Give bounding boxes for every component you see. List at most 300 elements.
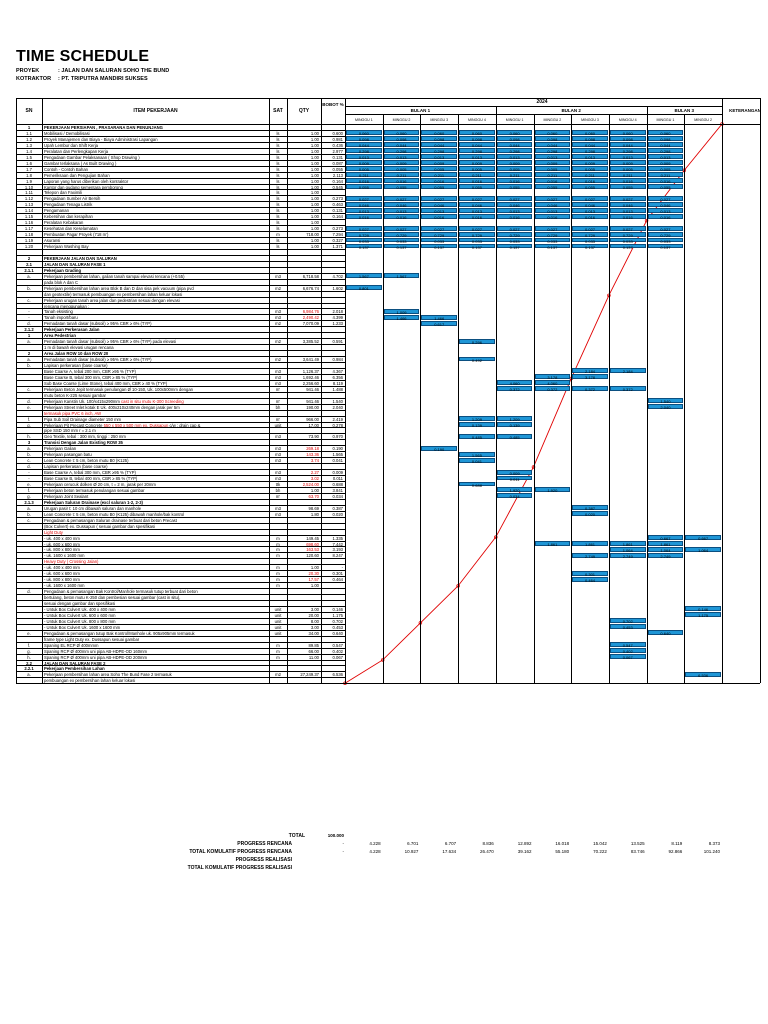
gantt-bar: 0.016	[648, 214, 684, 219]
row-sn: b.	[27, 452, 31, 458]
gantt-bar: 0.098	[421, 136, 457, 141]
row-qty: 1.00	[310, 172, 319, 178]
row-qty: 6,676.74	[302, 285, 319, 291]
row-sat: m3	[275, 374, 281, 380]
row-item: Peralatan Kebakaran	[44, 220, 84, 226]
col-bobot-header: BOBOT %	[322, 102, 344, 107]
row-qty: 17.57	[308, 577, 319, 583]
row-bobot: 0.011	[332, 476, 343, 482]
gantt-bar: 0.009	[384, 160, 420, 165]
row-qty: 27,249.37	[300, 672, 319, 678]
gantt-bar: 2.749	[610, 553, 646, 558]
gantt-bar: 0.211	[572, 172, 608, 177]
row-qty: 1.00	[310, 220, 319, 226]
row-sn: b.	[27, 363, 31, 368]
row-item: Pekerjaan Beton Jepit termasuk penulangan Ø 10-150, Uk. 100x500mm dengan	[44, 386, 193, 392]
row-qty: 1,692.46	[302, 374, 319, 380]
row-bobot: 0.981	[332, 136, 343, 142]
komulatif-realisasi-label: TOTAL KOMULATIF PROGRESS REALISASI	[187, 865, 292, 871]
komulatif-rencana-value: 83.746	[630, 849, 645, 854]
row-sat: m3	[275, 505, 281, 511]
row-item: Pekerjaan Perkerasan Jalan	[44, 327, 100, 333]
gantt-bar: 0.016	[384, 214, 420, 219]
row-qty: 1.00	[310, 565, 319, 571]
row-qty: 1.00	[310, 130, 319, 136]
gantt-bar: 0.016	[572, 178, 608, 183]
gantt-bar: 0.688	[459, 482, 495, 487]
row-bobot: 2.113	[332, 172, 343, 178]
total-label: TOTAL	[288, 833, 305, 839]
progress-rencana-value: 15.042	[593, 841, 607, 846]
grid-line	[345, 106, 722, 107]
row-item: Pekerjaan Washing Bay	[44, 244, 89, 249]
gantt-bar: 0.013	[572, 208, 608, 213]
row-sn: 2	[27, 255, 31, 261]
row-bobot: 1.602	[332, 285, 343, 291]
row-sn: 1.16	[24, 220, 34, 226]
row-sat: m3	[275, 446, 281, 452]
gantt-bar: 0.016	[497, 214, 533, 219]
gantt-bar: 0.387	[572, 505, 608, 510]
bulan-header: BULAN 1	[410, 108, 431, 113]
page-title: TIME SCHEDULE	[16, 48, 150, 65]
gantt-bar: 0.055	[421, 184, 457, 189]
row-bobot: 0.067	[332, 654, 343, 660]
row-bobot: 0.164	[332, 178, 343, 184]
row-bobot: 0.463	[332, 202, 343, 208]
row-qty: 3,641.49	[302, 357, 319, 363]
row-item: pipe SSD 150 mm r = 2.1 m	[44, 428, 96, 434]
row-qty: 34.00	[308, 630, 319, 636]
gantt-bar: 1.209	[459, 416, 495, 421]
gantt-bar: 0.027	[497, 196, 533, 201]
row-sn: 1.1	[26, 130, 32, 136]
row-qty: 1.00	[310, 583, 319, 589]
row-sn: 1.17	[24, 226, 34, 232]
row-bobot: 0.278	[332, 422, 343, 428]
row-sn: -	[28, 470, 30, 476]
gantt-bar: 0.137	[610, 244, 646, 249]
minggu-header: MINGGU 3	[581, 118, 599, 122]
grid-line	[287, 98, 288, 683]
row-item: - Untuk Box Culvert Uk. 1600 x 1600 mm	[44, 624, 121, 630]
row-item: Pemadatan tanah dasar (subsoil) ≥ 95% CBR ≥ 6% (TYP) pada elevasi	[44, 339, 177, 345]
row-sn: b.	[27, 511, 31, 517]
row-item: PEKERJAAN PERSIAPAN , PRASARANA DAN PENUNJANG	[44, 125, 163, 130]
row-bobot: 2.040	[332, 404, 343, 410]
row-sn: d.	[27, 589, 31, 595]
row-sn: f.	[27, 416, 31, 422]
row-sat: m'	[275, 416, 281, 422]
gantt-bar: 1.920	[535, 487, 571, 492]
row-sat: m3	[275, 315, 281, 321]
row-item: Spaning RCP Ø 400mm uni pipa AB-HDPE-OD 200mm	[44, 654, 148, 660]
gantt-bar: 0.016	[535, 214, 571, 219]
gantt-bar: 1.064	[610, 547, 646, 552]
row-bobot: 4.367	[332, 368, 343, 374]
row-item: Base Coarse A, tebal 300 mm, CBR ≥95 % (TYP)	[44, 470, 136, 476]
row-item: - uk. 600 x 600 mm	[44, 541, 80, 547]
gantt-bar: 0.464	[572, 577, 608, 582]
gantt-bar: 0.729	[421, 232, 457, 237]
minggu-header: MINGGU 1	[354, 118, 373, 122]
row-item: Laporan yang harus diberikan oleh kontraktor	[44, 178, 129, 184]
gantt-bar: 0.211	[346, 172, 382, 177]
row-item: Tanah eksisting	[44, 309, 73, 315]
row-item: Pekerjaan Galian	[44, 446, 77, 452]
gantt-bar: 0.137	[459, 244, 495, 249]
summary-table	[16, 832, 760, 878]
col-item-header: ITEM PEKERJAAN	[133, 108, 178, 114]
gantt-bar: 0.211	[648, 172, 684, 177]
gantt-bar: 0.211	[535, 172, 571, 177]
gantt-bar: 0.033	[610, 238, 646, 243]
gantt-bar: 0.055	[346, 184, 382, 189]
gantt-bar: 0.027	[459, 226, 495, 231]
gantt-bar: 0.005	[346, 166, 382, 171]
row-item: Spaning EL RCP Ø 400mmm	[44, 642, 99, 648]
gantt-bar: 0.027	[535, 226, 571, 231]
row-item: sesuai dengan gambar dan spesifikasi	[44, 601, 116, 606]
gantt-bar: 0.005	[384, 166, 420, 171]
row-sn: -	[28, 315, 30, 321]
minggu-header: MINGGU 2	[694, 118, 713, 122]
gantt-bar: 0.046	[421, 202, 457, 207]
gantt-bar: 0.139	[459, 422, 495, 427]
row-bobot: 7.442	[332, 541, 343, 547]
row-item-red: Heavy Duty ( Crossing Jalan)	[44, 559, 99, 565]
row-qty: 66.00	[308, 648, 319, 654]
gantt-bar: 0.027	[648, 226, 684, 231]
gantt-bar: 0.016	[610, 178, 646, 183]
row-sat: bh	[275, 404, 281, 410]
row-sn: c.	[27, 458, 31, 464]
row-bobot: 0.009	[332, 470, 343, 476]
row-qty: 20.30	[308, 571, 319, 577]
row-sn: g.	[27, 422, 31, 428]
gantt-bar: 0.729	[459, 232, 495, 237]
gantt-bar: 0.098	[459, 136, 495, 141]
gantt-bar: 0.137	[421, 244, 457, 249]
gantt-bar: 0.801	[346, 285, 382, 290]
row-item: Pekerjaan cerucuk dolken Ø 20 cm, t = 2 m, jarak per 20mm	[44, 482, 156, 487]
contractor-line	[16, 76, 148, 82]
row-sn: 1.15	[24, 214, 34, 220]
gantt-bar: 0.098	[572, 136, 608, 141]
gantt-bar: 0.298	[648, 148, 684, 153]
row-sat: m	[276, 654, 280, 660]
row-sat: m3	[275, 368, 281, 374]
row-item: Pemadatan tanah dasar (subsoil) ≥ 95% CBR ≥ 6% (TYP)	[44, 357, 152, 363]
total-value: 100.000	[327, 833, 344, 838]
row-item: - uk. 800 x 800 mm	[44, 547, 80, 553]
row-bobot: 0.436	[332, 142, 343, 148]
col-qty-header: QTY	[298, 108, 310, 114]
row-sat: m	[276, 642, 280, 648]
row-bobot: 1.565	[332, 452, 343, 458]
gantt-bar: 2.184	[610, 368, 646, 373]
gantt-bar: 0.485	[497, 434, 533, 439]
col-sn-header: SN	[25, 108, 33, 114]
row-qty: 1.00	[310, 148, 319, 154]
gantt-bar: 0.060	[535, 130, 571, 135]
row-item: Pemeriksaan dan Pengujian Bahan	[44, 172, 110, 178]
row-sn: 1.3	[26, 142, 32, 148]
row-item: Pekerjaan Pembersihan Lahan	[44, 666, 105, 672]
row-bobot: 1.488	[332, 386, 343, 392]
row-item: pembuangan ex pembersihan lahan keluar lokasi	[44, 678, 136, 684]
row-qty: 1.00	[310, 166, 319, 172]
gantt-bar: 0.016	[421, 178, 457, 183]
gantt-bar: 0.009	[648, 160, 684, 165]
grid-line	[722, 98, 723, 683]
row-qty: 1.00	[310, 142, 319, 148]
grid-line	[321, 98, 322, 683]
dash: -	[342, 841, 344, 846]
row-sn: 1.13	[24, 202, 34, 208]
row-sn: 1.19	[24, 238, 34, 244]
progress-rencana-value: 6.701	[407, 841, 419, 846]
gantt-bar: 0.640	[648, 630, 684, 635]
gantt-bar: 0.298	[535, 148, 571, 153]
gantt-bar: 0.016	[346, 214, 382, 219]
row-sat: m3	[275, 273, 281, 279]
gantt-bar: 0.372	[572, 386, 608, 391]
grid-line	[345, 114, 722, 115]
row-sn: 2	[27, 351, 31, 357]
gantt-bar: 0.046	[648, 202, 684, 207]
gantt-bar: 0.298	[384, 148, 420, 153]
row-sat: bh	[275, 487, 281, 493]
row-bobot: 0.087	[332, 160, 343, 166]
row-sn: a.	[27, 357, 31, 363]
row-bobot: 0.600	[332, 130, 343, 136]
komulatif-realisasi-row	[16, 864, 760, 872]
row-qty: 3.00	[310, 624, 319, 630]
gantt-bar: 0.013	[535, 208, 571, 213]
row-sat: m	[276, 232, 280, 238]
gantt-bar: 0.016	[535, 178, 571, 183]
row-sat: m	[276, 547, 280, 553]
gantt-bar: 0.046	[497, 202, 533, 207]
gantt-bar: 0.060	[421, 130, 457, 135]
gantt-bar: 0.027	[610, 196, 646, 201]
gantt-bar: 0.016	[384, 178, 420, 183]
progress-rencana-value: 6.707	[444, 841, 457, 846]
progress-rencana-row	[16, 840, 760, 848]
gantt-bar: 0.009	[497, 160, 533, 165]
gantt-bar: 0.298	[610, 148, 646, 153]
gantt-bar: 0.009	[497, 470, 533, 475]
gantt-bar: 0.009	[459, 160, 495, 165]
gantt-bar: 1.567	[346, 273, 382, 278]
row-item: pada blok A dan C	[44, 279, 78, 285]
row-item: Telepon dan Faximili	[44, 190, 83, 196]
gantt-bar: 0.033	[497, 238, 533, 243]
gantt-bar: 0.060	[459, 130, 495, 135]
komulatif-rencana-value: 17.634	[442, 849, 457, 854]
gantt-bar: 0.055	[497, 184, 533, 189]
row-qty: 11.00	[308, 654, 319, 660]
gantt-bar: 0.005	[459, 166, 495, 171]
gantt-bar: 0.729	[648, 232, 684, 237]
row-sat: m2	[275, 285, 281, 291]
gantt-bar: 0.044	[459, 142, 495, 147]
row-sn: a.	[27, 339, 31, 345]
gantt-bar: 0.009	[535, 160, 571, 165]
gantt-bar: 1.861	[535, 541, 571, 546]
gantt-bar: 0.667	[685, 535, 721, 540]
row-qty: 1,126.37	[302, 368, 319, 374]
row-sn: 2.1.1	[24, 267, 34, 273]
row-sn: 3	[27, 440, 31, 446]
gantt-bar: 0.372	[610, 386, 646, 391]
gantt-bar: 0.009	[346, 160, 382, 165]
row-item: Urugan pasir t: 10 cm dibawah saluran dan manhole	[44, 505, 142, 511]
gantt-bar: 0.137	[648, 244, 684, 249]
gantt-bar: 0.098	[384, 136, 420, 141]
gantt-bar: 0.013	[610, 208, 646, 213]
gantt-bar: 1.009	[384, 309, 420, 314]
grid-line	[647, 106, 648, 114]
gantt-bar: 0.137	[384, 244, 420, 249]
gantt-bar: 0.013	[384, 154, 420, 159]
gantt-bar: 0.055	[459, 184, 495, 189]
gantt-bar: 0.027	[346, 226, 382, 231]
row-bobot: 6.356	[332, 374, 343, 380]
row-item: Pekerjaan pembersihan lahan area Blok B dan D dan sisa pek vacuum (pipa pvd	[44, 285, 194, 291]
row-sat: m2	[275, 321, 281, 327]
row-qty: 2,256.60	[302, 380, 319, 386]
gantt-bar: 1.064	[648, 547, 684, 552]
gantt-bar: 0.137	[572, 244, 608, 249]
row-sat: m	[276, 583, 280, 589]
row-bobot: 0.055	[332, 166, 343, 172]
row-sat: ttk	[275, 482, 281, 487]
gantt-bar: 0.298	[572, 148, 608, 153]
row-qty: 1.00	[310, 244, 319, 249]
grid-line	[760, 98, 761, 683]
row-sn: 1.18	[24, 232, 34, 238]
gantt-bar: 0.729	[384, 232, 420, 237]
gantt-bar: 0.011	[497, 476, 533, 481]
row-item: Pekerjaan pembersihan lahan, galian tanah sampai elevasi rencana (+0.55)	[44, 273, 185, 279]
gantt-bar: 0.372	[497, 386, 533, 391]
row-item: Pembuatan Pagar Proyek (718 m')	[44, 232, 109, 238]
grid-line	[345, 98, 346, 683]
progress-rencana-value: 16.018	[555, 841, 570, 846]
row-qty: 98.69	[308, 505, 319, 511]
row-qty: 941.46	[306, 386, 319, 392]
gantt-bar: 0.009	[421, 160, 457, 165]
row-item: - Untuk Box Culvert Uk. 400 x 400 mm	[44, 606, 116, 612]
row-item: Geo Textile, tebal : 300 mm, tinggi : 250 mm	[44, 434, 126, 440]
row-qty: 1.00	[310, 214, 319, 220]
gantt-bar: 0.013	[459, 154, 495, 159]
row-item-red: 550 x 550 x 500 mm ex. Dussapun	[102, 422, 169, 428]
gantt-bar: 0.013	[497, 208, 533, 213]
gantt-bar: 0.013	[421, 154, 457, 159]
row-bobot: 1.335	[332, 535, 343, 541]
gantt-bar: 0.044	[497, 142, 533, 147]
row-sn: 1.10	[24, 184, 34, 190]
year-header: 2024	[536, 99, 548, 105]
row-sat: m3	[275, 434, 281, 440]
row-item: rencana menggunakan :	[44, 303, 90, 309]
row-sat: ls	[276, 196, 280, 202]
row-item: Pengadaan & pemasangan Saluran drainase terbuat dari beton Precast	[44, 517, 177, 523]
gantt-bar: 2.749	[572, 553, 608, 558]
minggu-header: MINGGU 4	[618, 118, 637, 122]
progress-realisasi-row	[16, 856, 760, 864]
row-item: Transisi Dengan Jalan Existing ROW 35	[44, 440, 123, 446]
row-sat: unit	[274, 612, 282, 618]
row-bobot: 1.540	[332, 398, 343, 404]
row-qty: 6,718.58	[302, 273, 319, 279]
row-bobot: 0.453	[332, 624, 343, 630]
gantt-bar: 0.016	[572, 214, 608, 219]
gantt-bar: 0.211	[421, 172, 457, 177]
row-bobot: 0.327	[332, 238, 343, 244]
row-sat: m3	[275, 476, 281, 482]
row-item: Tanah import/baru	[44, 315, 78, 321]
row-sat: ls	[276, 178, 280, 184]
gantt-bar: 0.033	[535, 238, 571, 243]
gantt-bar: 0.190	[421, 446, 457, 451]
gantt-bar: 0.372	[535, 386, 571, 391]
row-qty: 163.53	[306, 547, 319, 553]
row-bobot: 0.702	[332, 618, 343, 624]
komulatif-rencana-label: TOTAL KOMULATIF PROGRESS RENCANA	[189, 849, 292, 855]
row-qty: 3.74	[310, 458, 319, 464]
row-item: Pengadaan Gambar Pelaksanaan ( Shop Drawing )	[44, 154, 140, 160]
row-sn: -	[28, 476, 30, 482]
row-sat: m2	[275, 672, 281, 678]
row-item: JALAN DAN SALURAN FASE 1	[44, 261, 106, 267]
row-sn: c.	[27, 297, 31, 303]
row-bobot: 3.841	[332, 487, 343, 493]
gantt-bar: 6.536	[685, 672, 721, 677]
row-item: Area Jalan ROW 10 dan ROW 20	[44, 351, 109, 357]
progress-rencana-value: 8.836	[482, 841, 494, 846]
row-bobot: 1.371	[332, 244, 343, 249]
gantt-bar: 0.020	[572, 511, 608, 516]
gantt-bar: 0.060	[384, 130, 420, 135]
gantt-bar: 2.184	[572, 368, 608, 373]
row-bobot: 0.301	[332, 571, 343, 577]
row-item: Kebersihan dan kerapihan	[44, 214, 93, 220]
gantt-bar: 1.920	[497, 487, 533, 492]
row-sat: ls	[276, 142, 280, 148]
row-qty: 63.70	[308, 493, 319, 499]
progress-realisasi-label: PROGRESS REALISASI	[235, 857, 292, 863]
gantt-bar: 0.041	[459, 458, 495, 463]
row-item: - uk. 400 x 400 mm	[44, 535, 80, 541]
komulatif-rencana-value: 101.240	[703, 849, 720, 854]
row-bobot: 0.545	[332, 184, 343, 190]
row-qty: 3,385.52	[302, 339, 319, 345]
gantt-bar: 0.402	[610, 648, 646, 653]
row-item: bertulang, beton mutu K-250 dan pembesian sesuai gambar (cast in situ),	[44, 595, 181, 601]
row-sat: ls	[276, 148, 280, 154]
row-item: Mobilisasi / Demobilisasi	[44, 130, 90, 136]
gantt-bar: 1.567	[384, 273, 420, 278]
row-item: Area Pedestrian	[44, 333, 76, 339]
row-sn: a.	[27, 505, 31, 511]
gantt-bar: 0.098	[610, 136, 646, 141]
row-qty: 17.00	[308, 422, 319, 428]
komulatif-rencana-value: 55.180	[555, 849, 570, 854]
